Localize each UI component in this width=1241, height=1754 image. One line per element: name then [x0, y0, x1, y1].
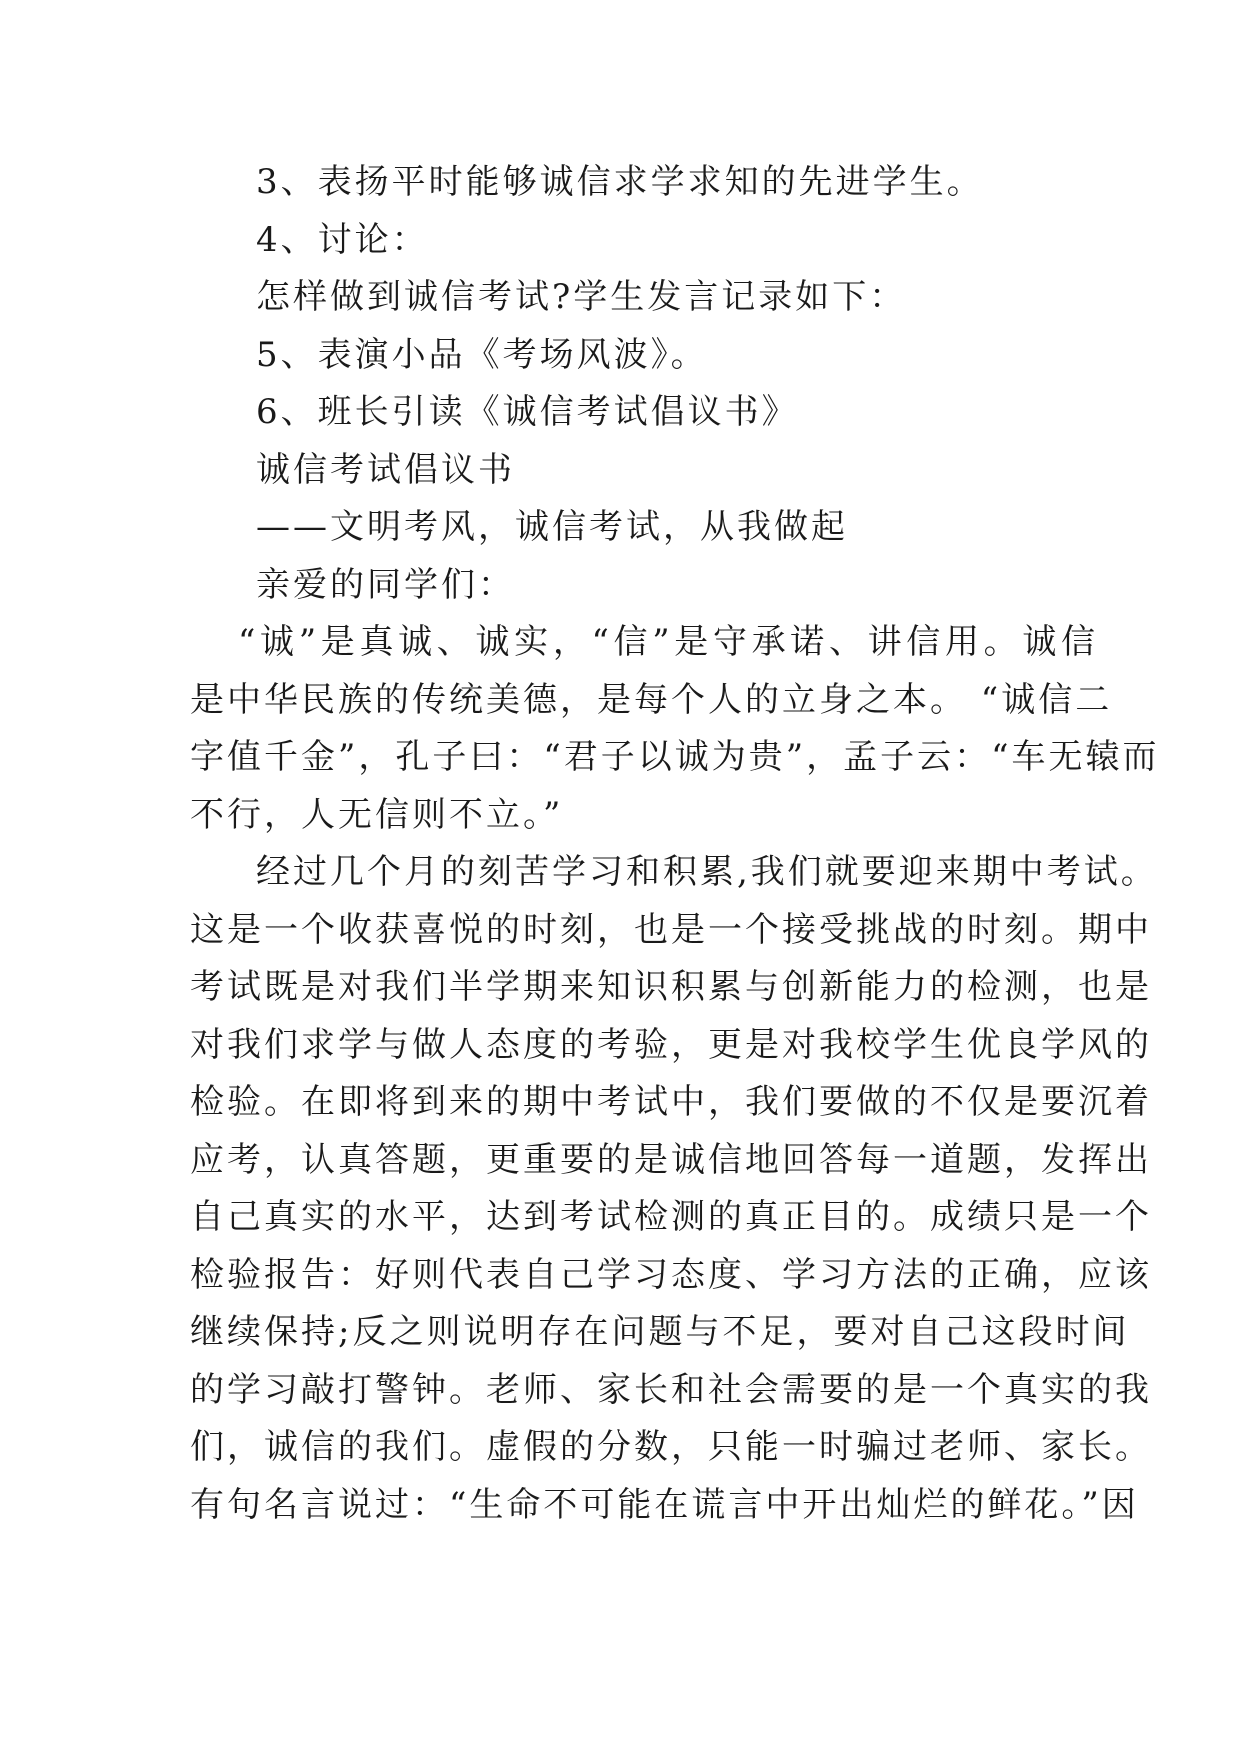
paragraph-1-line-4: 不行，人无信则不立。”: [190, 794, 564, 835]
paragraph-2-line-10: 的学习敲打警钟。老师、家长和社会需要的是一个真实的我: [190, 1369, 1152, 1410]
item-6-proposal-reading: 6、班长引读《诚信考试倡议书》: [256, 392, 799, 432]
proposal-title: 诚信考试倡议书: [256, 449, 515, 490]
paragraph-2-line-9: 继续保持;反之则说明存在问题与不足，要对自己这段时间: [190, 1312, 1130, 1352]
paragraph-2-line-1: 经过几个月的刻苦学习和积累,我们就要迎来期中考试。: [256, 852, 1158, 892]
paragraph-2-line-11: 们，诚信的我们。虚假的分数，只能一时骗过老师、家长。: [190, 1427, 1152, 1467]
proposal-subtitle: ——文明考风，诚信考试，从我做起: [256, 507, 848, 547]
paragraph-2-line-2: 这是一个收获喜悦的时刻，也是一个接受挑战的时刻。期中: [190, 909, 1152, 950]
item-5-skit: 5、表演小品《考场风波》。: [256, 334, 708, 375]
paragraph-1-line-3: 字值千金”，孔子曰：“君子以诚为贵”，孟子云：“车无辕而: [190, 737, 1160, 777]
paragraph-2-line-7: 自己真实的水平，达到考试检测的真正目的。成绩只是一个: [190, 1197, 1152, 1237]
paragraph-2-line-4: 对我们求学与做人态度的考验，更是对我校学生优良学风的: [190, 1024, 1152, 1065]
paragraph-1-line-1: “诚”是真诚、诚实，“信”是守承诺、讲信用。诚信: [238, 622, 1098, 662]
paragraph-2-line-8: 检验报告：好则代表自己学习态度、学习方法的正确，应该: [190, 1254, 1152, 1295]
item-4-discussion: 4、讨论：: [256, 219, 429, 260]
paragraph-1-line-2: 是中华民族的传统美德，是每个人的立身之本。 “诚信二: [190, 679, 1113, 720]
paragraph-2-line-3: 考试既是对我们半学期来知识积累与创新能力的检测，也是: [190, 967, 1152, 1007]
paragraph-2-line-12: 有句名言说过：“生命不可能在谎言中开出灿烂的鲜花。”因: [190, 1484, 1139, 1525]
paragraph-2-line-5: 检验。在即将到来的期中考试中，我们要做的不仅是要沉着: [190, 1082, 1152, 1122]
paragraph-2-line-6: 应考，认真答题，更重要的是诚信地回答每一道题，发挥出: [190, 1139, 1152, 1180]
discussion-question: 怎样做到诚信考试?学生发言记录如下：: [256, 277, 907, 317]
document-body: [190, 154, 1160, 1534]
item-3-commend-students: 3、表扬平时能够诚信求学求知的先进学生。: [256, 162, 984, 202]
salutation: 亲爱的同学们：: [256, 564, 515, 605]
